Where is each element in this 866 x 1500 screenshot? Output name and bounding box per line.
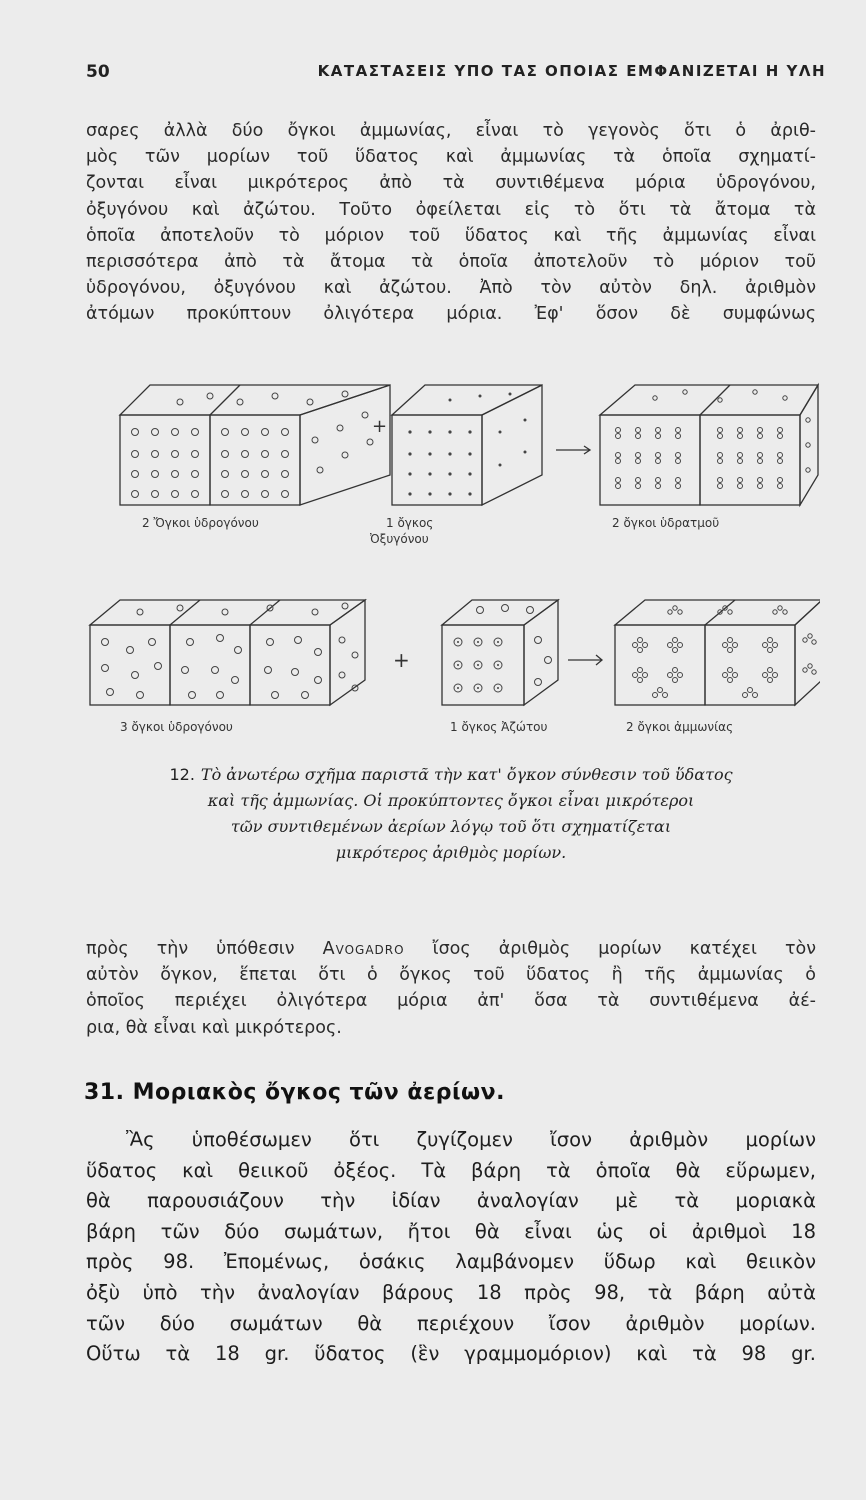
plus-icon: + xyxy=(372,416,388,437)
page-number: 50 xyxy=(86,62,110,82)
label-nitrogen-1: 1 ὄγκος Ἀζώτου xyxy=(450,720,548,734)
text-line: μὸς τῶν μορίων τοῦ ὕδατος καὶ ἀμμωνίας τὰ ὁποῖα σχηματί- xyxy=(86,147,816,168)
text-line: περισσότερα ἀπὸ τὰ ἄτομα τὰ ὁποῖα ἀποτελοῦν τὸ μόριον τοῦ xyxy=(86,252,816,273)
figure-drawing xyxy=(80,370,820,750)
paragraph-intro xyxy=(86,118,816,328)
label-oxygen-1: 1 ὄγκος xyxy=(386,516,434,530)
text-line: ὑδρογόνου, ὀξυγόνου καὶ ἀζώτου. Ἀπὸ τὸν αὐτὸν δηλ. ἀριθμὸν xyxy=(86,278,816,299)
text-line: βάρη τῶν δύο σωμάτων, ἤτοι θὰ εἶναι ὡς οἱ ἀριθμοὶ 18 xyxy=(86,1219,816,1243)
running-title: ΚΑΤΑΣΤΑΣΕΙΣ ΥΠΟ ΤΑΣ ΟΠΟΙΑΣ ΕΜΦΑΝΙΖΕΤΑΙ Η ΥΛΗ xyxy=(317,62,826,80)
label-ammonia-2: 2 ὄγκοι ἀμμωνίας xyxy=(626,720,734,734)
hydrogen-molecules-row2 xyxy=(102,603,359,699)
section-heading: 31. Μοριακὸς ὄγκος τῶν ἀερίων. xyxy=(84,1080,506,1105)
text-line: πρὸς 98. Ἐπομένως, ὁσάκις λαμβάνομεν ὕδωρ καὶ θειικὸν xyxy=(86,1250,816,1274)
water-molecules xyxy=(616,390,811,489)
text-line: ὕδατος καὶ θειικοῦ ὀξέος. Τὰ βάρη τὰ ὁποῖα θὰ εὕρωμεν, xyxy=(86,1158,816,1182)
text-line: ὁποῖος περιέχει ὀλιγότερα μόρια ἀπ' ὅσα τὰ συντιθέμενα ἀέ- xyxy=(86,991,816,1012)
hydrogen-molecules-row1 xyxy=(132,391,374,498)
text-line: Οὕτω τὰ 18 gr. ὕδατος (ἓν γραμμομόριον) καὶ τὰ 98 gr. xyxy=(86,1342,816,1366)
name-avogadro: Avogadro xyxy=(322,939,405,959)
label-oxygen-name: Ὀξυγόνου xyxy=(370,532,429,546)
text-line: θὰ παρουσιάζουν τὴν ἰδίαν ἀναλογίαν μὲ τὰ μοριακὰ xyxy=(86,1189,816,1213)
cube-hydrogen-row1 xyxy=(120,385,390,505)
label-hydrogen-2: 2 Ὄγκοι ὑδρογόνου xyxy=(142,516,259,530)
cube-hydrogen-row2 xyxy=(90,600,365,705)
caption-line: Τὸ ἀνωτέρω σχῆμα παριστᾶ τὴν κατ' ὄγκον σύνθεσιν τοῦ ὕδατος xyxy=(200,765,733,784)
text-line: ἀτόμων προκύπτουν ὀλιγότερα μόρια. Ἐφ' ὅσον δὲ συμφώνως xyxy=(86,304,816,325)
text-line: Ἂς ὑποθέσωμεν ὅτι ζυγίζομεν ἴσον ἀριθμὸν μορίων xyxy=(126,1128,816,1151)
plus-icon: + xyxy=(393,648,410,672)
paragraph-avogadro xyxy=(86,936,816,1041)
nitrogen-molecule-dots xyxy=(457,641,499,689)
text-fragment: πρὸς τὴν ὑπόθεσιν xyxy=(86,939,295,959)
text-line: ὁποῖα ἀποτελοῦν τὸ μόριον τοῦ ὕδατος καὶ τῆς ἀμμωνίας εἶναι xyxy=(86,225,816,246)
text-line: ὀξὺ ὑπὸ τὴν ἀναλογίαν βάρους 18 πρὸς 98, τὰ βάρη αὐτὰ xyxy=(86,1280,816,1304)
caption-number: 12. xyxy=(169,765,195,784)
caption-line: καὶ τῆς ἀμμωνίας. Οἱ προκύπτοντες ὄγκοι εἶναι μικρότεροι xyxy=(207,791,695,810)
cube-oxygen xyxy=(392,385,542,505)
cube-water-vapour xyxy=(600,385,818,505)
figure-volume-diagram xyxy=(80,370,820,750)
text-fragment: ἴσος ἀριθμὸς μορίων κατέχει τὸν xyxy=(432,939,816,959)
figure-caption xyxy=(86,762,816,866)
text-line: αὐτὸν ὄγκον, ἕπεται ὅτι ὁ ὄγκος τοῦ ὕδατος ἢ τῆς ἀμμωνίας ὁ xyxy=(86,965,816,986)
caption-line: μικρότερος ἀριθμὸς μορίων. xyxy=(335,843,567,862)
paragraph-molar-volume xyxy=(86,1125,816,1370)
cube-ammonia xyxy=(615,600,820,705)
text-line: ζονται εἶναι μικρότερος ἀπὸ τὰ συντιθέμενα μόρια ὑδρογόνου, xyxy=(86,173,816,194)
page-header xyxy=(86,62,826,88)
oxygen-molecules xyxy=(408,393,526,496)
label-water-vapour-2: 2 ὄγκοι ὑδρατμοῦ xyxy=(612,516,720,530)
text-line: ρια, θὰ εἶναι καὶ μικρότερος. xyxy=(86,1017,342,1038)
nitrogen-molecules xyxy=(454,605,552,693)
text-line xyxy=(86,936,816,962)
caption-line: τῶν συντιθεμένων ἀερίων λόγῳ τοῦ ὅτι σχηματίζεται xyxy=(230,817,672,836)
ammonia-molecules xyxy=(633,606,817,698)
cube-nitrogen xyxy=(442,600,558,705)
label-hydrogen-3: 3 ὄγκοι ὑδρογόνου xyxy=(120,720,233,734)
text-line: σαρες ἀλλὰ δύο ὄγκοι ἀμμωνίας, εἶναι τὸ γεγονὸς ὅτι ὁ ἀριθ- xyxy=(86,121,816,141)
text-line: τῶν δύο σωμάτων θὰ περιέχουν ἴσον ἀριθμὸν μορίων. xyxy=(86,1311,816,1335)
text-line: ὀξυγόνου καὶ ἀζώτου. Τοῦτο ὀφείλεται εἰς τὸ ὅτι τὰ ἄτομα τὰ xyxy=(86,199,816,220)
